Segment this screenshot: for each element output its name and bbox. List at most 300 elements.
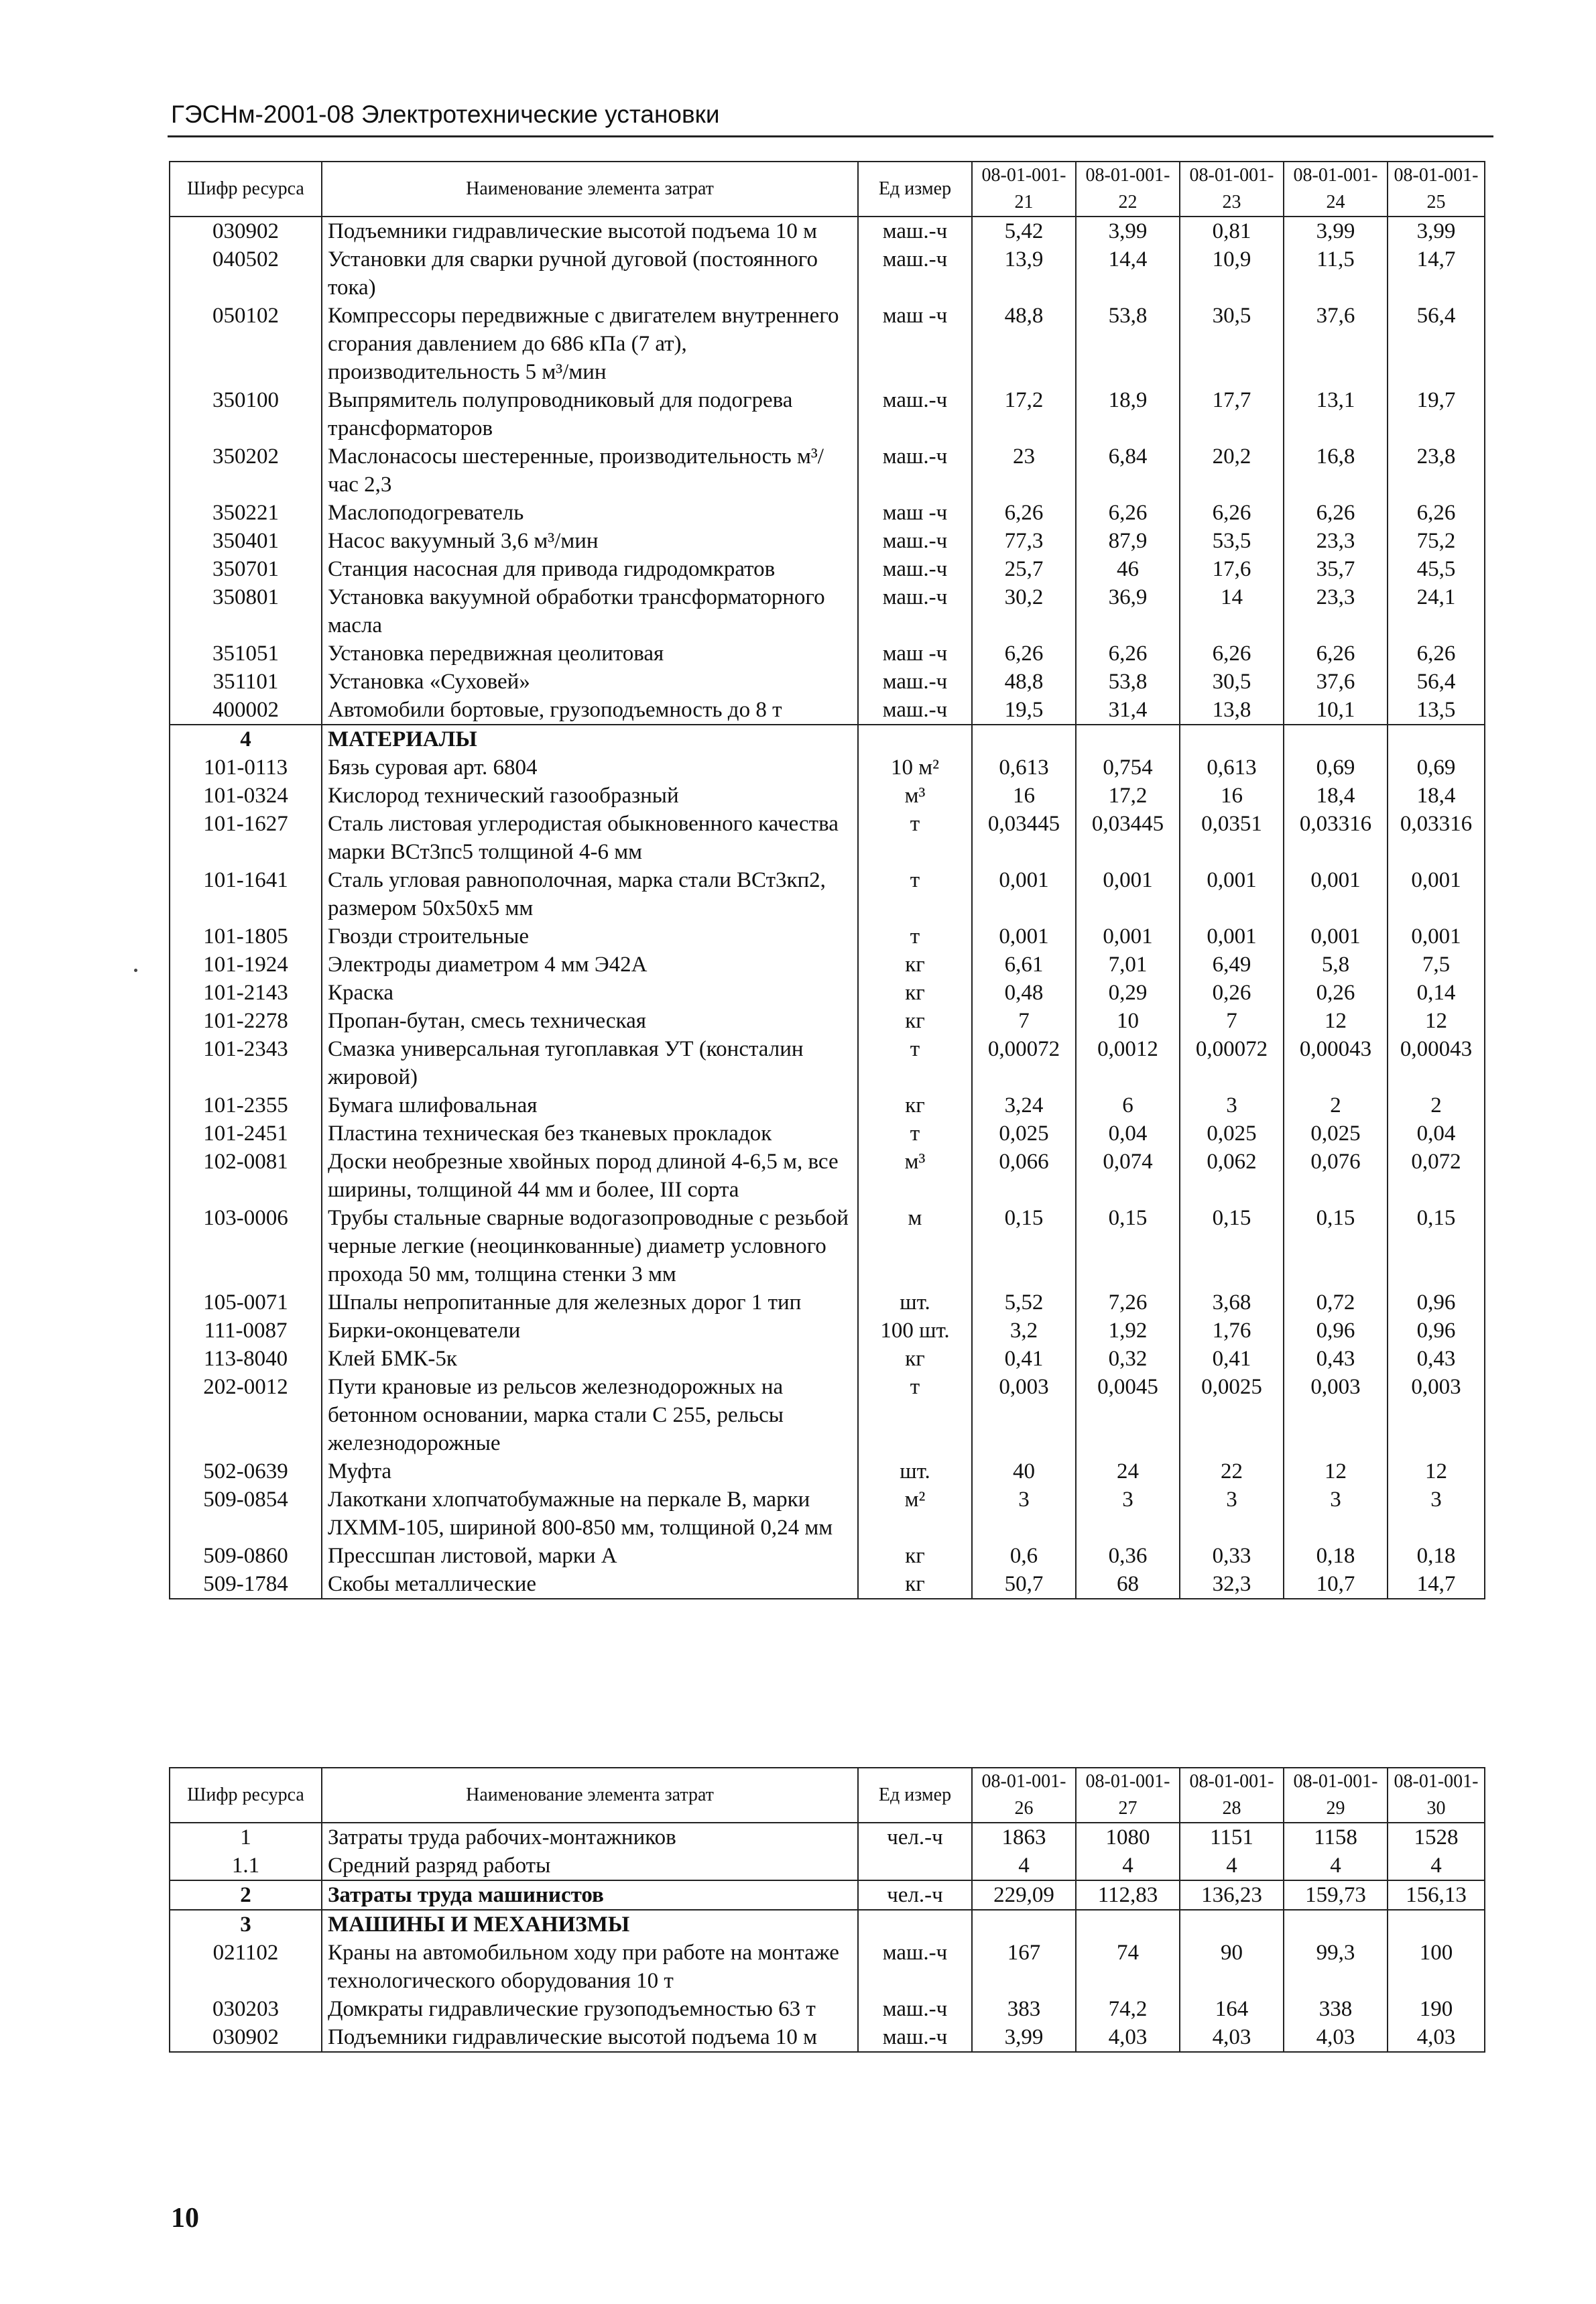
table-row: [170, 245, 1485, 302]
value-cell: 0,03445: [972, 810, 1076, 866]
value-cell: 24,1: [1388, 583, 1485, 640]
value-cell: 19,7: [1388, 386, 1485, 442]
table-row: [170, 782, 1485, 810]
resource-code: 202-0012: [170, 1373, 322, 1457]
unit-cell: маш.-ч: [858, 442, 972, 499]
value-cell: 74,2: [1076, 1995, 1180, 2023]
value-cell: 10,1: [1284, 696, 1388, 725]
value-cell: 14,7: [1388, 1570, 1485, 1599]
value-cell: 30,5: [1180, 668, 1284, 696]
value-cell: 18,4: [1284, 782, 1388, 810]
table-row: [170, 1035, 1485, 1091]
cost-element-name: Прессшпан листовой, марки А: [322, 1542, 858, 1570]
resource-code: 350401: [170, 527, 322, 555]
resource-code: 101-2278: [170, 1007, 322, 1035]
value-cell: [1388, 1910, 1485, 1939]
value-cell: 4,03: [1388, 2023, 1485, 2052]
value-cell: 6,26: [1076, 499, 1180, 527]
value-cell: 31,4: [1076, 696, 1180, 725]
value-cell: 4,03: [1076, 2023, 1180, 2052]
value-cell: 0,96: [1388, 1288, 1485, 1317]
value-cell: 0,001: [1180, 866, 1284, 922]
resource-code: 502-0639: [170, 1457, 322, 1486]
cost-element-name: Установки для сварки ручной дуговой (постоянного тока): [322, 245, 858, 302]
resource-table-1: [169, 161, 1485, 1599]
value-cell: 0,00043: [1284, 1035, 1388, 1091]
value-cell: 46: [1076, 555, 1180, 583]
value-cell: 0,15: [1388, 1204, 1485, 1288]
value-cell: 0,076: [1284, 1148, 1388, 1204]
value-cell: 6: [1076, 1091, 1180, 1119]
table-row: [170, 583, 1485, 640]
value-cell: 3: [1388, 1486, 1485, 1542]
unit-cell: маш -ч: [858, 499, 972, 527]
value-cell: 0,69: [1388, 753, 1485, 782]
table-header-row: [170, 162, 1485, 217]
unit-cell: т: [858, 1119, 972, 1148]
table-row: [170, 1939, 1485, 1995]
cost-element-name: Трубы стальные сварные водогазопроводные с резьбой черные легкие (неоцинкованные) диаметр условного прохода 50 мм, толщина стенки 3 мм: [322, 1204, 858, 1288]
cost-element-name: Подъемники гидравлические высотой подъема 10 м: [322, 2023, 858, 2052]
value-cell: 25,7: [972, 555, 1076, 583]
value-cell: 35,7: [1284, 555, 1388, 583]
value-cell: 6,26: [972, 499, 1076, 527]
value-cell: 30,5: [1180, 302, 1284, 386]
cost-element-name: Краска: [322, 979, 858, 1007]
value-cell: 0,072: [1388, 1148, 1485, 1204]
resource-code: 101-1641: [170, 866, 322, 922]
resource-code: 1: [170, 1823, 322, 1852]
value-cell: 0,15: [972, 1204, 1076, 1288]
value-cell: 3: [1076, 1486, 1180, 1542]
value-cell: 37,6: [1284, 668, 1388, 696]
value-cell: 159,73: [1284, 1880, 1388, 1910]
resource-code: 400002: [170, 696, 322, 725]
value-cell: 0,03316: [1284, 810, 1388, 866]
header-col: 08-01-001-21: [972, 162, 1076, 217]
resource-code: 030902: [170, 2023, 322, 2052]
unit-cell: кг: [858, 1007, 972, 1035]
value-cell: 0,0012: [1076, 1035, 1180, 1091]
table-row: [170, 1570, 1485, 1599]
value-cell: 14,4: [1076, 245, 1180, 302]
cost-element-name: Пути крановые из рельсов железнодорожных на бетонном основании, марка стали С 255, рельсы железнодорожные: [322, 1373, 858, 1457]
cost-element-name: МАТЕРИАЛЫ: [322, 725, 858, 753]
header-col: 08-01-001-26: [972, 1768, 1076, 1823]
value-cell: 6,49: [1180, 951, 1284, 979]
table-row: [170, 1995, 1485, 2023]
unit-cell: маш.-ч: [858, 386, 972, 442]
value-cell: 0,066: [972, 1148, 1076, 1204]
table-row: [170, 696, 1485, 725]
cost-element-name: Доски необрезные хвойных пород длиной 4-6,5 м, все ширины, толщиной 44 мм и более, III сорта: [322, 1148, 858, 1204]
page-number: 10: [171, 2203, 199, 2234]
header-col: 08-01-001-23: [1180, 162, 1284, 217]
value-cell: 30,2: [972, 583, 1076, 640]
unit-cell: т: [858, 1373, 972, 1457]
value-cell: 7,01: [1076, 951, 1180, 979]
cost-element-name: Бирки-оконцеватели: [322, 1317, 858, 1345]
table-row: [170, 1345, 1485, 1373]
value-cell: 5,52: [972, 1288, 1076, 1317]
unit-cell: маш.-ч: [858, 1995, 972, 2023]
value-cell: 13,8: [1180, 696, 1284, 725]
value-cell: 6,61: [972, 951, 1076, 979]
resource-code: 030203: [170, 1995, 322, 2023]
value-cell: 190: [1388, 1995, 1485, 2023]
value-cell: 14,7: [1388, 245, 1485, 302]
resource-code: 351051: [170, 640, 322, 668]
table-row: [170, 217, 1485, 245]
value-cell: 48,8: [972, 668, 1076, 696]
value-cell: 18,9: [1076, 386, 1180, 442]
value-cell: 3,99: [1076, 217, 1180, 245]
value-cell: 75,2: [1388, 527, 1485, 555]
unit-cell: маш.-ч: [858, 555, 972, 583]
header-col: 08-01-001-22: [1076, 162, 1180, 217]
value-cell: 0,062: [1180, 1148, 1284, 1204]
value-cell: 0,36: [1076, 1542, 1180, 1570]
header-unit: Ед измер: [858, 162, 972, 217]
value-cell: 0,074: [1076, 1148, 1180, 1204]
value-cell: [1180, 725, 1284, 753]
value-cell: [1284, 1910, 1388, 1939]
value-cell: 0,04: [1076, 1119, 1180, 1148]
resource-code: 113-8040: [170, 1345, 322, 1373]
value-cell: 0,33: [1180, 1542, 1284, 1570]
value-cell: 45,5: [1388, 555, 1485, 583]
value-cell: 1,92: [1076, 1317, 1180, 1345]
table-row: [170, 640, 1485, 668]
resource-code: 4: [170, 725, 322, 753]
unit-cell: маш.-ч: [858, 2023, 972, 2052]
table-row: [170, 979, 1485, 1007]
table-row: [170, 1148, 1485, 1204]
header-col: 08-01-001-29: [1284, 1768, 1388, 1823]
resource-code: 021102: [170, 1939, 322, 1995]
value-cell: 6,26: [1388, 640, 1485, 668]
cost-element-name: Бумага шлифовальная: [322, 1091, 858, 1119]
table-header-row: [170, 1768, 1485, 1823]
value-cell: 4: [1180, 1852, 1284, 1880]
value-cell: 68: [1076, 1570, 1180, 1599]
value-cell: 56,4: [1388, 302, 1485, 386]
resource-code: 101-1627: [170, 810, 322, 866]
value-cell: 6,84: [1076, 442, 1180, 499]
value-cell: [1076, 725, 1180, 753]
value-cell: 0,26: [1180, 979, 1284, 1007]
value-cell: 16: [1180, 782, 1284, 810]
value-cell: 0,001: [972, 866, 1076, 922]
value-cell: 4,03: [1180, 2023, 1284, 2052]
cost-element-name: Сталь угловая равнополочная, марка стали ВСт3кп2, размером 50х50х5 мм: [322, 866, 858, 922]
value-cell: 4,03: [1284, 2023, 1388, 2052]
table-row: [170, 1373, 1485, 1457]
resource-code: 3: [170, 1910, 322, 1939]
value-cell: 12: [1388, 1457, 1485, 1486]
unit-cell: маш.-ч: [858, 527, 972, 555]
value-cell: 99,3: [1284, 1939, 1388, 1995]
value-cell: 4: [1284, 1852, 1388, 1880]
value-cell: 0,613: [972, 753, 1076, 782]
unit-cell: кг: [858, 979, 972, 1007]
value-cell: 10,9: [1180, 245, 1284, 302]
header-name: Наименование элемента затрат: [322, 162, 858, 217]
cost-element-name: Маслоподогреватель: [322, 499, 858, 527]
value-cell: 0,69: [1284, 753, 1388, 782]
value-cell: 0,43: [1388, 1345, 1485, 1373]
value-cell: 36,9: [1076, 583, 1180, 640]
value-cell: 0,754: [1076, 753, 1180, 782]
resource-code: 350100: [170, 386, 322, 442]
value-cell: 1,76: [1180, 1317, 1284, 1345]
value-cell: 0,04: [1388, 1119, 1485, 1148]
value-cell: 13,1: [1284, 386, 1388, 442]
value-cell: 0,32: [1076, 1345, 1180, 1373]
unit-cell: м²: [858, 1486, 972, 1542]
value-cell: 0,001: [1076, 866, 1180, 922]
value-cell: 167: [972, 1939, 1076, 1995]
cost-element-name: Клей БМК-5к: [322, 1345, 858, 1373]
table-row: [170, 302, 1485, 386]
value-cell: 48,8: [972, 302, 1076, 386]
table-row: [170, 810, 1485, 866]
value-cell: 23: [972, 442, 1076, 499]
page-header-title: ГЭСНм-2001-08 Электротехнические установки: [171, 101, 720, 128]
value-cell: 6,26: [1180, 640, 1284, 668]
resource-code: 101-2143: [170, 979, 322, 1007]
cost-element-name: Домкраты гидравлические грузоподъемностью 63 т: [322, 1995, 858, 2023]
value-cell: 2: [1388, 1091, 1485, 1119]
table-row: [170, 1288, 1485, 1317]
value-cell: 1158: [1284, 1823, 1388, 1852]
value-cell: 6,26: [1284, 640, 1388, 668]
table-row: [170, 922, 1485, 951]
cost-element-name: Установка «Суховей»: [322, 668, 858, 696]
value-cell: 23,3: [1284, 527, 1388, 555]
value-cell: 23,8: [1388, 442, 1485, 499]
resource-code: 509-1784: [170, 1570, 322, 1599]
value-cell: 0,03316: [1388, 810, 1485, 866]
value-cell: 23,3: [1284, 583, 1388, 640]
value-cell: 1080: [1076, 1823, 1180, 1852]
cost-element-name: Смазка универсальная тугоплавкая УТ (консталин жировой): [322, 1035, 858, 1091]
value-cell: 0,025: [1284, 1119, 1388, 1148]
value-cell: 0,025: [972, 1119, 1076, 1148]
resource-code: 101-0324: [170, 782, 322, 810]
value-cell: 0,001: [1076, 922, 1180, 951]
value-cell: 0,03445: [1076, 810, 1180, 866]
table-row: [170, 668, 1485, 696]
value-cell: 74: [1076, 1939, 1180, 1995]
value-cell: 17,7: [1180, 386, 1284, 442]
unit-cell: м³: [858, 1148, 972, 1204]
value-cell: 90: [1180, 1939, 1284, 1995]
value-cell: 0,003: [1388, 1373, 1485, 1457]
cost-element-name: Затраты труда машинистов: [322, 1880, 858, 1910]
unit-cell: кг: [858, 1091, 972, 1119]
unit-cell: чел.-ч: [858, 1880, 972, 1910]
value-cell: 16: [972, 782, 1076, 810]
unit-cell: т: [858, 866, 972, 922]
header-col: 08-01-001-25: [1388, 162, 1485, 217]
value-cell: 6,26: [1284, 499, 1388, 527]
value-cell: 10,7: [1284, 1570, 1388, 1599]
value-cell: 156,13: [1388, 1880, 1485, 1910]
value-cell: 10: [1076, 1007, 1180, 1035]
cost-element-name: Маслонасосы шестеренные, производительность м³/час 2,3: [322, 442, 858, 499]
header-name: Наименование элемента затрат: [322, 1768, 858, 1823]
cost-element-name: Средний разряд работы: [322, 1852, 858, 1880]
value-cell: 0,0045: [1076, 1373, 1180, 1457]
table-row: [170, 1823, 1485, 1852]
header-code: Шифр ресурса: [170, 1768, 322, 1823]
value-cell: 3: [1180, 1091, 1284, 1119]
value-cell: 6,26: [1076, 640, 1180, 668]
resource-code: 350202: [170, 442, 322, 499]
unit-cell: кг: [858, 1542, 972, 1570]
unit-cell: маш.-ч: [858, 1939, 972, 1995]
value-cell: 0,14: [1388, 979, 1485, 1007]
cost-element-name: Муфта: [322, 1457, 858, 1486]
value-cell: 56,4: [1388, 668, 1485, 696]
header-col: 08-01-001-28: [1180, 1768, 1284, 1823]
unit-cell: маш.-ч: [858, 583, 972, 640]
value-cell: 16,8: [1284, 442, 1388, 499]
value-cell: 20,2: [1180, 442, 1284, 499]
resource-table-2: [169, 1767, 1485, 2053]
value-cell: 77,3: [972, 527, 1076, 555]
value-cell: 24: [1076, 1457, 1180, 1486]
value-cell: 0,96: [1284, 1317, 1388, 1345]
value-cell: 40: [972, 1457, 1076, 1486]
value-cell: 53,8: [1076, 302, 1180, 386]
unit-cell: 100 шт.: [858, 1317, 972, 1345]
value-cell: 6,26: [1388, 499, 1485, 527]
cost-element-name: Подъемники гидравлические высотой подъема 10 м: [322, 217, 858, 245]
unit-cell: т: [858, 810, 972, 866]
table-row: [170, 442, 1485, 499]
value-cell: 3,68: [1180, 1288, 1284, 1317]
resource-code: 102-0081: [170, 1148, 322, 1204]
table-row: [170, 1486, 1485, 1542]
resource-code: 509-0860: [170, 1542, 322, 1570]
value-cell: 0,00072: [1180, 1035, 1284, 1091]
table-row: [170, 1457, 1485, 1486]
value-cell: 19,5: [972, 696, 1076, 725]
cost-element-name: Пластина техническая без тканевых прокладок: [322, 1119, 858, 1148]
value-cell: 0,001: [1388, 866, 1485, 922]
cost-element-name: Кислород технический газообразный: [322, 782, 858, 810]
value-cell: 0,025: [1180, 1119, 1284, 1148]
value-cell: 32,3: [1180, 1570, 1284, 1599]
resource-code: 101-2343: [170, 1035, 322, 1091]
value-cell: 1863: [972, 1823, 1076, 1852]
table-row: [170, 1007, 1485, 1035]
resource-code: 350701: [170, 555, 322, 583]
resource-code: 101-0113: [170, 753, 322, 782]
value-cell: [1388, 725, 1485, 753]
value-cell: 229,09: [972, 1880, 1076, 1910]
table-row: [170, 2023, 1485, 2052]
value-cell: 12: [1388, 1007, 1485, 1035]
value-cell: [1284, 725, 1388, 753]
value-cell: [972, 1910, 1076, 1939]
value-cell: 5,42: [972, 217, 1076, 245]
table-section-row: [170, 1910, 1485, 1939]
resource-code: 111-0087: [170, 1317, 322, 1345]
value-cell: 7: [972, 1007, 1076, 1035]
value-cell: 3,99: [1284, 217, 1388, 245]
resource-code: 1.1: [170, 1852, 322, 1880]
resource-code: 101-2355: [170, 1091, 322, 1119]
unit-cell: кг: [858, 1345, 972, 1373]
value-cell: 5,8: [1284, 951, 1388, 979]
unit-cell: [858, 725, 972, 753]
cost-element-name: МАШИНЫ И МЕХАНИЗМЫ: [322, 1910, 858, 1939]
value-cell: 0,48: [972, 979, 1076, 1007]
value-cell: 0,43: [1284, 1345, 1388, 1373]
value-cell: 11,5: [1284, 245, 1388, 302]
cost-element-name: Гвозди строительные: [322, 922, 858, 951]
header-col: 08-01-001-27: [1076, 1768, 1180, 1823]
value-cell: [1076, 1910, 1180, 1939]
value-cell: 0,18: [1388, 1542, 1485, 1570]
value-cell: 338: [1284, 1995, 1388, 2023]
value-cell: 0,15: [1180, 1204, 1284, 1288]
value-cell: 17,2: [972, 386, 1076, 442]
value-cell: 3,24: [972, 1091, 1076, 1119]
value-cell: 0,72: [1284, 1288, 1388, 1317]
value-cell: 7: [1180, 1007, 1284, 1035]
value-cell: 1151: [1180, 1823, 1284, 1852]
unit-cell: кг: [858, 1570, 972, 1599]
resource-code: 101-1805: [170, 922, 322, 951]
value-cell: 53,8: [1076, 668, 1180, 696]
header-col: 08-01-001-24: [1284, 162, 1388, 217]
unit-cell: м³: [858, 782, 972, 810]
resource-code: 2: [170, 1880, 322, 1910]
value-cell: 50,7: [972, 1570, 1076, 1599]
value-cell: 0,96: [1388, 1317, 1485, 1345]
cost-element-name: Сталь листовая углеродистая обыкновенного качества марки ВСт3пс5 толщиной 4-6 мм: [322, 810, 858, 866]
value-cell: 4: [1388, 1852, 1485, 1880]
header-code: Шифр ресурса: [170, 162, 322, 217]
resource-code: 351101: [170, 668, 322, 696]
value-cell: 12: [1284, 1007, 1388, 1035]
value-cell: 14: [1180, 583, 1284, 640]
value-cell: 0,613: [1180, 753, 1284, 782]
value-cell: 136,23: [1180, 1880, 1284, 1910]
value-cell: 100: [1388, 1939, 1485, 1995]
cost-element-name: Автомобили бортовые, грузоподъемность до 8 т: [322, 696, 858, 725]
value-cell: 12: [1284, 1457, 1388, 1486]
unit-cell: маш.-ч: [858, 245, 972, 302]
unit-cell: маш -ч: [858, 640, 972, 668]
table-row: [170, 555, 1485, 583]
value-cell: 6,26: [1180, 499, 1284, 527]
table-row: [170, 951, 1485, 979]
value-cell: 0,001: [1388, 922, 1485, 951]
value-cell: 0,29: [1076, 979, 1180, 1007]
value-cell: 3: [1284, 1486, 1388, 1542]
table-section-row: [170, 725, 1485, 753]
unit-cell: маш.-ч: [858, 668, 972, 696]
value-cell: 164: [1180, 1995, 1284, 2023]
cost-element-name: Установка передвижная цеолитовая: [322, 640, 858, 668]
resource-code: 350801: [170, 583, 322, 640]
value-cell: 0,00043: [1388, 1035, 1485, 1091]
